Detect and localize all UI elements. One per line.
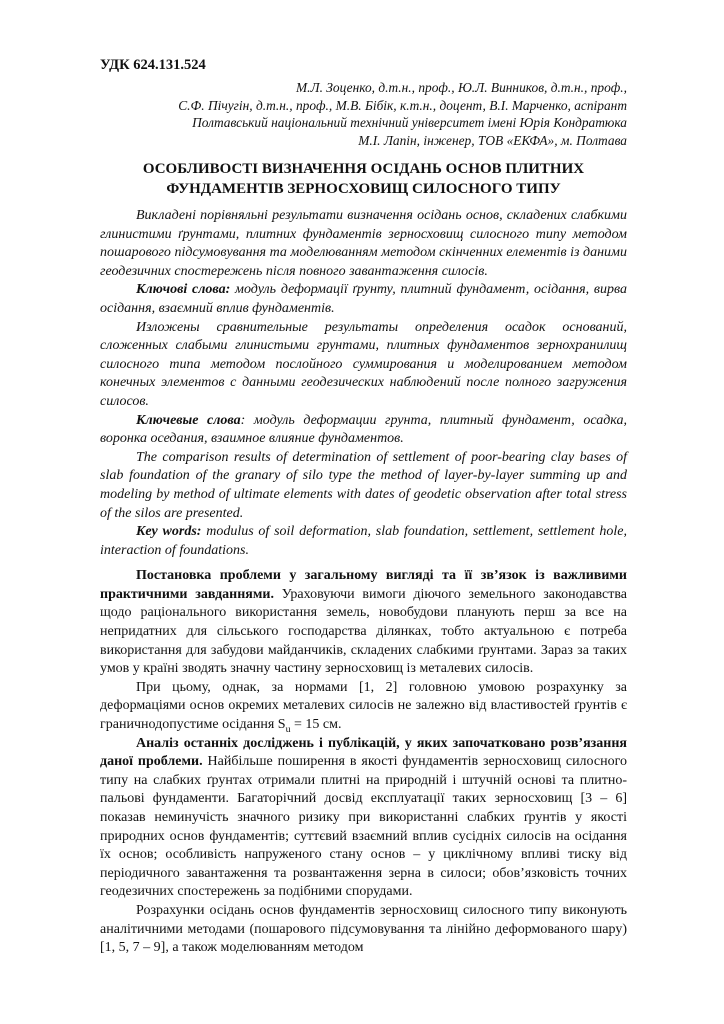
author-line: М.І. Лапін, інженер, ТОВ «ЕКФА», м. Полтава: [358, 132, 627, 148]
text-run: u: [285, 723, 291, 735]
text-run: : модуль деформации грунта, плитный фундамент, осадка, воронка оседания, взаимное влияние фундаментов.: [100, 412, 627, 447]
keywords-en: [100, 523, 627, 560]
text-run: Викладені порівняльні результати визначення осідань основ, складених слабкими глинистими ґрунтами, плитних фундаментів зерносховищ силосного типу методом пошарового підсумовування та моделюванням методом скінченних елементів із даними геодезичних спостережень після повного завантаження силосів.: [100, 208, 627, 279]
text-run: модуль деформації ґрунту, плитний фундамент, осідання, вирва осідання, взаємний вплив фундаментів.: [100, 282, 627, 316]
text-run: Ключові слова:: [136, 282, 231, 298]
text-run: The comparison results of determination of settlement of poor-bearing clay bases of slab foundation of the granary of silo type the method of layer-by-layer summing up and modeling by method of ultimate elements with dates of geodetic observation after total stress of the silos are presented.: [100, 449, 627, 521]
page-title: ОСОБЛИВОСТІ ВИЗНАЧЕННЯ ОСІДАНЬ ОСНОВ ПЛИТНИХ ФУНДАМЕНТІВ ЗЕРНОСХОВИЩ СИЛОСНОГО ТИПУ: [142, 161, 585, 197]
abstract-en: [100, 449, 627, 523]
body-problem-statement: [100, 567, 627, 679]
text-run: Аналіз останніх досліджень і публікацій, у яких започатковано розв’язання даної проблеми.: [100, 735, 627, 770]
text-run: Ураховуючи вимоги діючого земельного законодавства щодо раціонального використання земель, новобудови планують перш за все на непридатних для сільського господарства ділянках, тобто актуальною є потреба використання для забудови майданчиків, складених слабкими ґрунтами. Зараз за таких умов у країні зводять значну частину зерносховищ із металевих силосів.: [100, 586, 627, 677]
text-run: Ключевые слова: [136, 412, 241, 428]
udk-code: УДК 624.131.524: [100, 57, 206, 73]
text-run: = 15 см.: [290, 717, 342, 733]
text-run: Розрахунки осідань основ фундаментів зерносховищ силосного типу виконують аналітичними методами (пошарового підсумовування та лінійно деформованого шару) [1, 5, 7 – 9], а також моделюванням методом: [100, 902, 627, 956]
keywords-ru: [100, 412, 627, 449]
abstract-ru: [100, 319, 627, 412]
text-run: Key words:: [136, 524, 202, 540]
text-run: При цьому, однак, за нормами [1, 2] головною умовою розрахунку за деформаціями основ окремих металевих силосів не залежно від властивостей ґрунтів є граничнодопустиме осідання S: [100, 679, 627, 733]
body-calculations: [100, 902, 627, 958]
paragraphs: [100, 207, 627, 958]
body-norms: [100, 679, 627, 735]
keywords-ua: [100, 281, 627, 318]
body-analysis: [100, 735, 627, 902]
authors-block: [100, 79, 627, 149]
text-run: Изложены сравнительные результаты определения осадок оснований, сложенных слабыми глинистыми грунтами, плитных фундаментов зернохранилищ силосного типа методом послойного суммирования и моделированием методом конечных элементов с данными геодезических наблюдений после полного загружения силосов.: [100, 319, 627, 409]
author-line: С.Ф. Пічугін, д.т.н., проф., М.В. Бібік, к.т.н., доцент, В.І. Марченко, аспірант: [178, 97, 627, 113]
text-run: Постановка проблеми у загальному вигляді та її зв’язок із важливими практичними завданнями.: [100, 568, 627, 602]
author-line: М.Л. Зоценко, д.т.н., проф., Ю.Л. Винников, д.т.н., проф.,: [296, 80, 627, 95]
author-line: Полтавський національний технічний університет імені Юрія Кондратюка: [192, 115, 627, 130]
text-run: modulus of soil deformation, slab foundation, settlement, settlement hole, interaction of foundations.: [100, 524, 627, 558]
text-run: Найбільше поширення в якості фундаментів зерносховищ силосного типу на слабких ґрунтах отримали плитні на природній і штучній основі та плитно-пальові фундаменти. Багаторічний досвід експлуатації таких зерносховищ [3 – 6] показав неминучість значного ризику при використаннi слабких ґрунтів у якості природних основ фундаментів; суттєвий взаємний вплив сусідніх силосів на осідання їх основ; особливість напруженого стану основ – у циклічному впливі тиску від періодичного завантаження та розвантаження зерна в силоси; обов’язковість точних геодезичних спостережень за подібними спорудами.: [100, 754, 627, 900]
abstract-ua: [100, 207, 627, 281]
